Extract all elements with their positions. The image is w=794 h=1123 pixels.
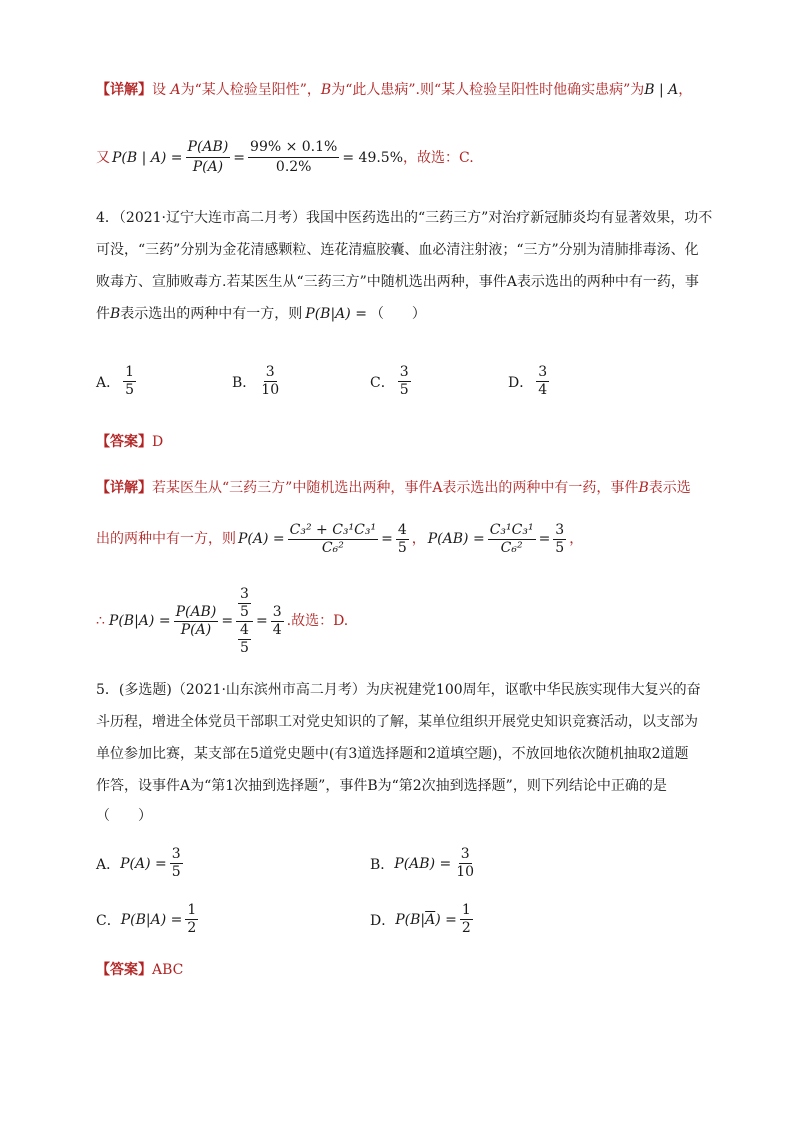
fraction: $\frac{\text{C₃¹C₃¹}}{\text{C₆²}}$ — [489, 521, 534, 556]
fraction: $\frac{\text{C₃² + C₃¹C₃¹}}{\text{C₆²}}$ — [289, 521, 377, 556]
q5-line3: 单位参加比赛，某支部在5道党史题中(有3道选择题和2道填空题)，不放回地依次随机抽取2道题 — [96, 746, 689, 762]
fraction: $\frac{3}{5}$ — [555, 521, 565, 556]
q4-answer: 【答案】D — [96, 434, 164, 450]
fraction: $\frac{3}{10}$ — [456, 846, 475, 880]
fraction: $\frac{3}{4}$ — [538, 364, 548, 398]
q4-option-d: D． $\frac{3}{4}$ — [508, 364, 548, 398]
q5-line2: 斗历程，增进全体党员干部职工对党史知识的了解，某单位组织开展党史知识竞赛活动，以支部为 — [96, 714, 698, 730]
q5-option-c: C． P(B|A) = $\frac{1}{2}$ — [96, 902, 197, 936]
compound-fraction: $\frac{\frac{3}{5}}{\frac{4}{5}}$ — [236, 586, 253, 657]
q4-option-c: C． $\frac{3}{5}$ — [370, 364, 409, 398]
fraction: $\frac{3}{10}$ — [261, 364, 280, 398]
detail1-formula: 又 P(B | A) = $\frac{P(AB)}{P(A)}$ = $\frac{99\% \times 0.1\%}{0.2\%}$ = 49.5% ，故选：C. — [96, 139, 474, 175]
q4-line3: 败毒方、宣肺败毒方.若某医生从“三药三方”中随机选出两种，事件A表示选出的两种中有一药，事 — [96, 274, 699, 290]
q5-line1: 5．(多选题)（2021·山东滨州市高二月考）为庆祝建党100周年，讴歌中华民族实现伟大复兴的奋 — [96, 682, 701, 698]
fraction: $\frac{1}{5}$ — [125, 364, 135, 398]
q5-option-b: B． P(AB) = $\frac{3}{10}$ — [370, 846, 475, 880]
fraction: $\frac{3}{5}$ — [171, 846, 181, 880]
q4-line2: 可没，“三药”分别为金花清感颗粒、连花清瘟胶囊、血必清注射液；“三方”分别为清肺排毒汤、化 — [96, 242, 699, 258]
q4-detail-line2: 出的两种中有一方，则 P(A) = $\frac{\text{C₃² + C₃¹C₃¹}}{\text{C₆²}}$ = $\frac{4}{5}$ ， P(AB) = $\frac{\text{C₃¹C₃¹}}{\text{C₆²}}$ = $\frac{3}{5}$ ， — [96, 521, 584, 556]
q5-line4: 作答，设事件A为“第1次抽到选择题”，事件B为“第2次抽到选择题”，则下列结论中正确的是 — [96, 778, 667, 794]
q5-answer: 【答案】ABC — [96, 962, 184, 978]
detail1-line1: 【详解】设 A为“某人检验呈阳性”，B为“此人患病”.则“某人检验呈阳性时他确实患病”为B | A， — [96, 82, 693, 98]
fraction: $\frac{1}{2}$ — [187, 902, 197, 936]
q4-line4: 件B表示选出的两种中有一方，则 P(B|A) = （ ） — [96, 306, 426, 322]
detail-tag: 【详解】 — [96, 82, 152, 98]
fraction: $\frac{3}{4}$ — [272, 603, 282, 638]
q4-detail-line1: 【详解】若某医生从“三药三方”中随机选出两种，事件A表示选出的两种中有一药，事件B表示选 — [96, 480, 691, 496]
q4-option-b: B． $\frac{3}{10}$ — [232, 364, 280, 398]
q5-option-a: A． P(A) = $\frac{3}{5}$ — [96, 846, 181, 880]
q4-line1: 4．（2021·辽宁大连市高二月考）我国中医药选出的“三药三方”对治疗新冠肺炎均有显著效果，功不 — [96, 210, 713, 226]
q4-option-a: A． $\frac{1}{5}$ — [96, 364, 135, 398]
q4-detail-line3: ∴ P(B|A) = $\frac{P(AB)}{P(A)}$ = $\frac{\frac{3}{5}}{\frac{4}{5}}$ = $\frac{3}{4}$ .故选：D. — [96, 585, 349, 656]
q5-line5: （ ） — [96, 808, 152, 824]
q5-option-d: D． P(B| $\overline{A}$ ) = $\frac{1}{2}$ — [370, 902, 471, 936]
fraction: $\frac{1}{2}$ — [461, 902, 471, 936]
fraction: $\frac{99\% \times 0.1\%}{0.2\%}$ — [250, 139, 338, 175]
fraction: $\frac{3}{5}$ — [399, 364, 409, 398]
fraction: $\frac{P(AB)}{P(A)}$ — [175, 603, 217, 638]
fraction: $\frac{4}{5}$ — [397, 521, 407, 556]
fraction: $\frac{P(AB)}{P(A)}$ — [187, 139, 229, 175]
